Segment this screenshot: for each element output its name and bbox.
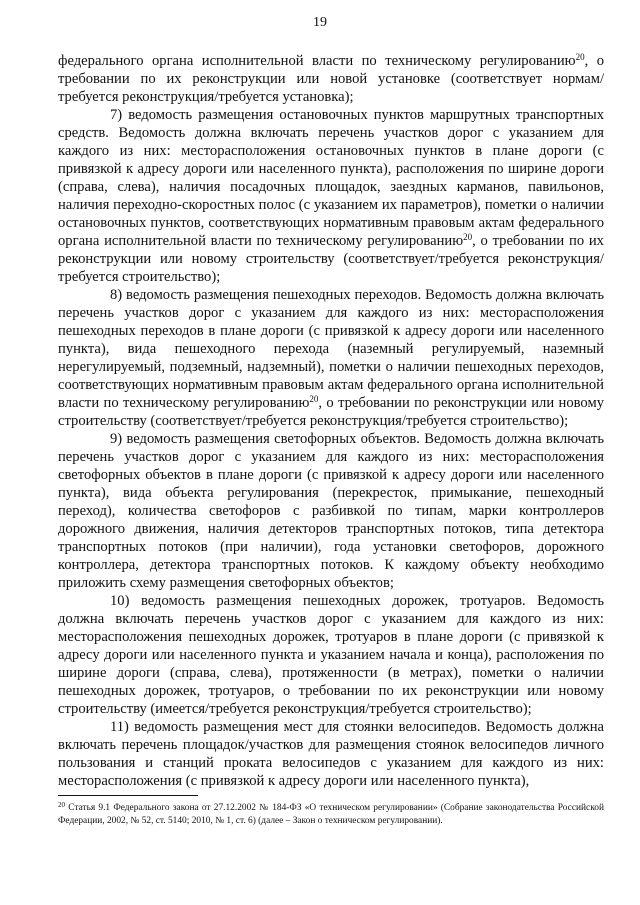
paragraph-item-7 (58, 106, 604, 286)
page-number: 19 (313, 15, 327, 30)
paragraph-tail: , о требовании по их реконструкции или новой установке (соответствует нормам/требуется реконструкция/требуется установка); (58, 53, 604, 105)
paragraph-text: 7) ведомость размещения остановочных пунктов маршрутных транспортных средств. Ведомость должна включать перечень участков дорог с указанием для каждого из них: месторасположения остановочных пунктов в плане дороги (с привязкой к адресу дороги или населенного пункта), расположения по ширине дороги (справа, слева), наличия посадочных площадок, заездных карманов, павильонов, наличия переходно-скоростных полос (с указанием их параметров), пометки о наличии остановочных пунктов, соответствующих нормативным правовым актам федерального органа исполнительной власти по техническому регулированию (58, 107, 604, 249)
body-text (58, 52, 604, 790)
paragraph-item-11 (58, 718, 604, 790)
paragraph-continuation (58, 52, 604, 106)
paragraph-text: 9) ведомость размещения светофорных объектов. Ведомость должна включать перечень участков дорог с указанием для каждого из них: месторасположения светофорных объектов в плане дороги (с привязкой к адресу дороги или населенного пункта), вида объекта регулирования (перекресток, примыкание, пешеходный переход), количества светофоров с разбивкой по типам, марки контроллеров дорожного движения, наличия детекторов транспортных потоков, типа детектора транспортных потоков (при наличии), года установки светофоров, дорожного контроллера, детектора транспортных потоков. К каждому объекту необходимо приложить схему размещения светофорных объектов; (58, 431, 604, 591)
footnote-text: Статья 9.1 Федерального закона от 27.12.2002 № 184-ФЗ «О техническом регулировании» (Собрание законодательства Российской Федерации, 2002, № 52, ст. 5140; 2010, № 1, ст. 6) (далее – Закон о техническом регулировании). (58, 803, 604, 826)
footnote-ref[interactable]: 20 (575, 52, 585, 62)
paragraph-item-9 (58, 430, 604, 592)
paragraph-tail: , о требовании по их реконструкции или новому строительству (соответствует/требуется реконструкция/требуется строительство); (58, 233, 604, 285)
paragraph-text: 10) ведомость размещения пешеходных дорожек, тротуаров. Ведомость должна включать перечень участков дорог с указанием для каждого из них: месторасположения пешеходных дорожек, тротуаров в плане дороги (с привязкой к адресу дороги или населенного пункта и указанием начала и конца), расположения по ширине дороги (справа, слева), протяженности (в метрах), пометки о наличии пешеходных дорожек, тротуаров, о требовании по их реконструкции или новому строительству (имеется/требуется реконструкция/требуется строительство); (58, 593, 604, 717)
paragraph-text: 11) ведомость размещения мест для стоянки велосипедов. Ведомость должна включать перечень площадок/участков для размещения стоянок велосипедов личного пользования и станций проката велосипедов с указанием для каждого из них: месторасположения (с привязкой к адресу дороги или населенного пункта), (58, 719, 604, 789)
footnote-ref[interactable]: 20 (463, 232, 473, 242)
footnote-ref[interactable]: 20 (309, 394, 319, 404)
footnote (58, 802, 604, 828)
paragraph-item-8 (58, 286, 604, 430)
paragraph-text: 8) ведомость размещения пешеходных переходов. Ведомость должна включать перечень участков дорог с указанием для каждого из них: месторасположения пешеходных переходов в плане дороги (с привязкой к адресу дороги или населенного пункта), вида пешеходного перехода (наземный регулируемый, наземный нерегулируемый, подземный, надземный), пометки о наличии пешеходных переходов, соответствующих нормативным правовым актам федерального органа исполнительной власти по техническому регулированию (58, 287, 604, 411)
footnote-marker: 20 (58, 801, 65, 809)
paragraph-text: федерального органа исполнительной власти по техническому регулированию (58, 53, 576, 69)
paragraph-item-10 (58, 592, 604, 718)
paragraph-tail: , о требовании по реконструкции или новому строительству (соответствует/требуется реконструкция/требуется строительство); (58, 395, 604, 429)
footnote-divider (58, 795, 198, 796)
